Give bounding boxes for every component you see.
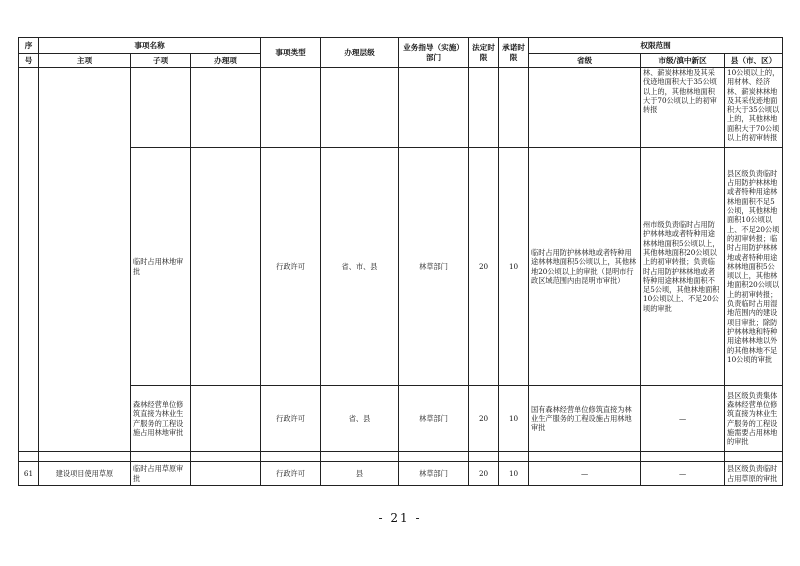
- cell-promised: 10: [499, 462, 529, 486]
- cell-level: 省、县: [321, 386, 399, 452]
- cell-level: 省、市、县: [321, 148, 399, 386]
- table-row: [19, 68, 783, 148]
- cell-sub: 森林经营单位修筑直接为林业生产服务的工程设施占用林地审批: [131, 386, 191, 452]
- header-seq-top: 序: [19, 38, 39, 54]
- table-row: [19, 386, 783, 452]
- cell-legal: 20: [469, 386, 499, 452]
- cell-promised: 10: [499, 386, 529, 452]
- cell-prefecture: —: [641, 462, 725, 486]
- table-row: [19, 148, 783, 386]
- cell-promised: [499, 68, 529, 148]
- cell-county: 县区级负责临时占用草原的审批: [725, 462, 783, 486]
- cell-handling: [191, 462, 261, 486]
- cell-sub: [131, 68, 191, 148]
- cell-handling: [191, 148, 261, 386]
- header-county: 县（市、区）: [725, 54, 783, 68]
- cell-dept: [399, 68, 469, 148]
- table-spacer-row: [19, 452, 783, 462]
- cell-province: —: [529, 462, 641, 486]
- header-authority-scope: 权限范围: [529, 38, 783, 54]
- header-seq-bottom: 号: [19, 54, 39, 68]
- table-header-row-1: [19, 38, 783, 54]
- cell-legal: [469, 68, 499, 148]
- header-item-type: 事项类型: [261, 38, 321, 68]
- table-row: [19, 462, 783, 486]
- cell-level: [321, 68, 399, 148]
- cell-handling: [191, 386, 261, 452]
- authority-table: [18, 37, 783, 486]
- cell-province: 国有森林经营单位修筑直接为林业生产服务的工程设施占用林地审批: [529, 386, 641, 452]
- cell-legal: 20: [469, 462, 499, 486]
- header-handling-item: 办理项: [191, 54, 261, 68]
- document-page: [18, 37, 782, 486]
- header-main-item: 主项: [39, 54, 131, 68]
- header-dept: 业务指导（实施）部门: [399, 38, 469, 68]
- cell-county: 10公顷以上的，用材林、经济林、薪炭林林地及其采伐迹地面积大于35公顷以上的，其他林地面积大于70公顷以上的初审转报: [725, 68, 783, 148]
- header-level: 办理层级: [321, 38, 399, 68]
- header-legal-limit: 法定时限: [469, 38, 499, 68]
- cell-province: 临时占用防护林林地或者特种用途林林地面积5公顷以上，其他林地20公顷以上的审批（昆明市行政区域范围内由昆明市审批）: [529, 148, 641, 386]
- cell-promised: 10: [499, 148, 529, 386]
- cell-main: 建设项目使用草原: [39, 462, 131, 486]
- cell-county: 县区级负责临时占用防护林林地或者特种用途林林地面积不足5公顷，其他林地面积10公顷以上、不足20公顷的初审转报；临时占用防护林林地或者特种用途林林地面积5公顷以上，其他林地面积20公顷以上的初审转报；负责临时占用湿地范围内的建设项目审批；除防护林林地和特种用途林林地以外的其他林地不足10公顷的审批: [725, 148, 783, 386]
- header-item-name: 事项名称: [39, 38, 261, 54]
- header-promised-limit: 承诺时限: [499, 38, 529, 68]
- cell-dept: 林草部门: [399, 462, 469, 486]
- cell-type: 行政许可: [261, 386, 321, 452]
- cell-dept: 林草部门: [399, 386, 469, 452]
- cell-main: [39, 68, 131, 452]
- cell-sub: 临时占用草原审批: [131, 462, 191, 486]
- cell-legal: 20: [469, 148, 499, 386]
- cell-type: [261, 68, 321, 148]
- cell-dept: 林草部门: [399, 148, 469, 386]
- cell-prefecture: 州市级负责临时占用防护林林地或者特种用途林林地面积5公顷以上，其他林地面积20公顷以上的初审转报；负责临时占用防护林林地或者特种用途林林地面积不足5公顷，其他林地面积10公顷以上、不足20公顷的审批: [641, 148, 725, 386]
- cell-seq: [19, 68, 39, 452]
- header-sub-item: 子项: [131, 54, 191, 68]
- cell-county: 县区级负责集体森林经营单位修筑直接为林业生产服务的工程设施需要占用林地的审批: [725, 386, 783, 452]
- cell-seq: 61: [19, 462, 39, 486]
- cell-type: 行政许可: [261, 148, 321, 386]
- header-province: 省级: [529, 54, 641, 68]
- cell-level: 县: [321, 462, 399, 486]
- header-prefecture: 市级/滇中新区: [641, 54, 725, 68]
- cell-type: 行政许可: [261, 462, 321, 486]
- cell-prefecture: 林、薪炭林林地及其采伐迹地面积大于35公顷以上的，其他林地面积大于70公顷以上的初审转报: [641, 68, 725, 148]
- cell-handling: [191, 68, 261, 148]
- page-number: - 21 -: [378, 511, 422, 525]
- cell-prefecture: —: [641, 386, 725, 452]
- cell-province: [529, 68, 641, 148]
- cell-sub: 临时占用林地审批: [131, 148, 191, 386]
